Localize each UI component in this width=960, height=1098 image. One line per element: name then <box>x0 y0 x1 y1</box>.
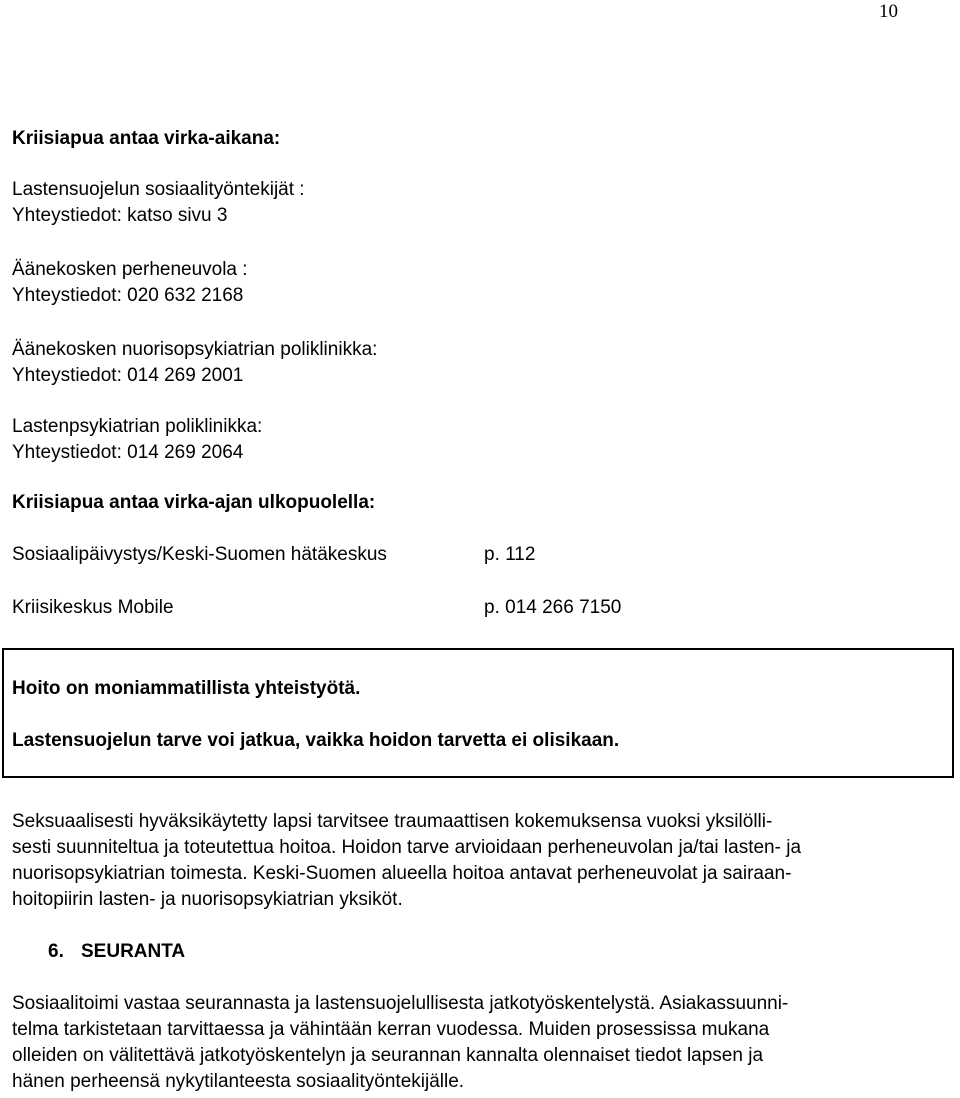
after-hours-name: Kriisikeskus Mobile <box>12 597 174 618</box>
section-heading-office-hours: Kriisiapua antaa virka-aikana: <box>12 128 281 149</box>
section-title: SEURANTA <box>81 941 186 962</box>
paragraph-line: Seksuaalisesti hyväksikäytetty lapsi tarvitsee traumaattisen kokemuksensa vuoksi yksilölli- <box>12 811 773 832</box>
highlight-line: Lastensuojelun tarve voi jatkua, vaikka hoidon tarvetta ei olisikaan. <box>12 730 620 751</box>
page-number: 10 <box>879 1 898 22</box>
paragraph-line: hoitopiirin lasten- ja nuorisopsykiatrian yksiköt. <box>12 889 403 910</box>
after-hours-phone: p. 014 266 7150 <box>484 597 622 618</box>
paragraph-treatment <box>12 809 952 913</box>
paragraph-line: sesti suunniteltua ja toteutettua hoitoa. Hoidon tarve arvioidaan perheneuvolan ja/tai lasten- ja <box>12 837 802 858</box>
contact-block <box>12 337 377 389</box>
paragraph-line: nuorisopsykiatrian toimesta. Keski-Suomen alueella hoitoa antavat perheneuvolat ja sairaan- <box>12 863 792 884</box>
after-hours-name: Sosiaalipäivystys/Keski-Suomen hätäkeskus <box>12 544 387 565</box>
contact-name: Lastenpsykiatrian poliklinikka: <box>12 416 263 437</box>
paragraph-line: olleiden on välitettävä jatkotyöskentelyn ja seurannan kannalta olennaiset tiedot lapsen ja <box>12 1045 764 1066</box>
paragraph-follow-up <box>12 991 952 1095</box>
highlight-box <box>2 648 954 778</box>
contact-block <box>12 414 262 466</box>
contact-details: Yhteystiedot: 020 632 2168 <box>12 285 244 306</box>
highlight-line: Hoito on moniammatillista yhteistyötä. <box>12 678 361 699</box>
after-hours-phone: p. 112 <box>484 544 536 565</box>
paragraph-line: telma tarkistetaan tarvittaessa ja vähintään kerran vuodessa. Muiden prosessissa mukana <box>12 1019 770 1040</box>
contact-block <box>12 177 305 229</box>
section-heading-after-hours: Kriisiapua antaa virka-ajan ulkopuolella: <box>12 492 376 513</box>
contact-details: Yhteystiedot: 014 269 2001 <box>12 365 244 386</box>
contact-name: Lastensuojelun sosiaalityöntekijät : <box>12 179 305 200</box>
paragraph-line: hänen perheensä nykytilanteesta sosiaalityöntekijälle. <box>12 1071 465 1092</box>
contact-name: Äänekosken nuorisopsykiatrian poliklinikka: <box>12 339 378 360</box>
contact-block <box>12 257 248 309</box>
section-number: 6. <box>48 941 64 962</box>
paragraph-line: Sosiaalitoimi vastaa seurannasta ja lastensuojelullisesta jatkotyöskentelystä. Asiakassuunni- <box>12 993 789 1014</box>
contact-details: Yhteystiedot: 014 269 2064 <box>12 442 244 463</box>
contact-details: Yhteystiedot: katso sivu 3 <box>12 205 228 226</box>
contact-name: Äänekosken perheneuvola : <box>12 259 248 280</box>
